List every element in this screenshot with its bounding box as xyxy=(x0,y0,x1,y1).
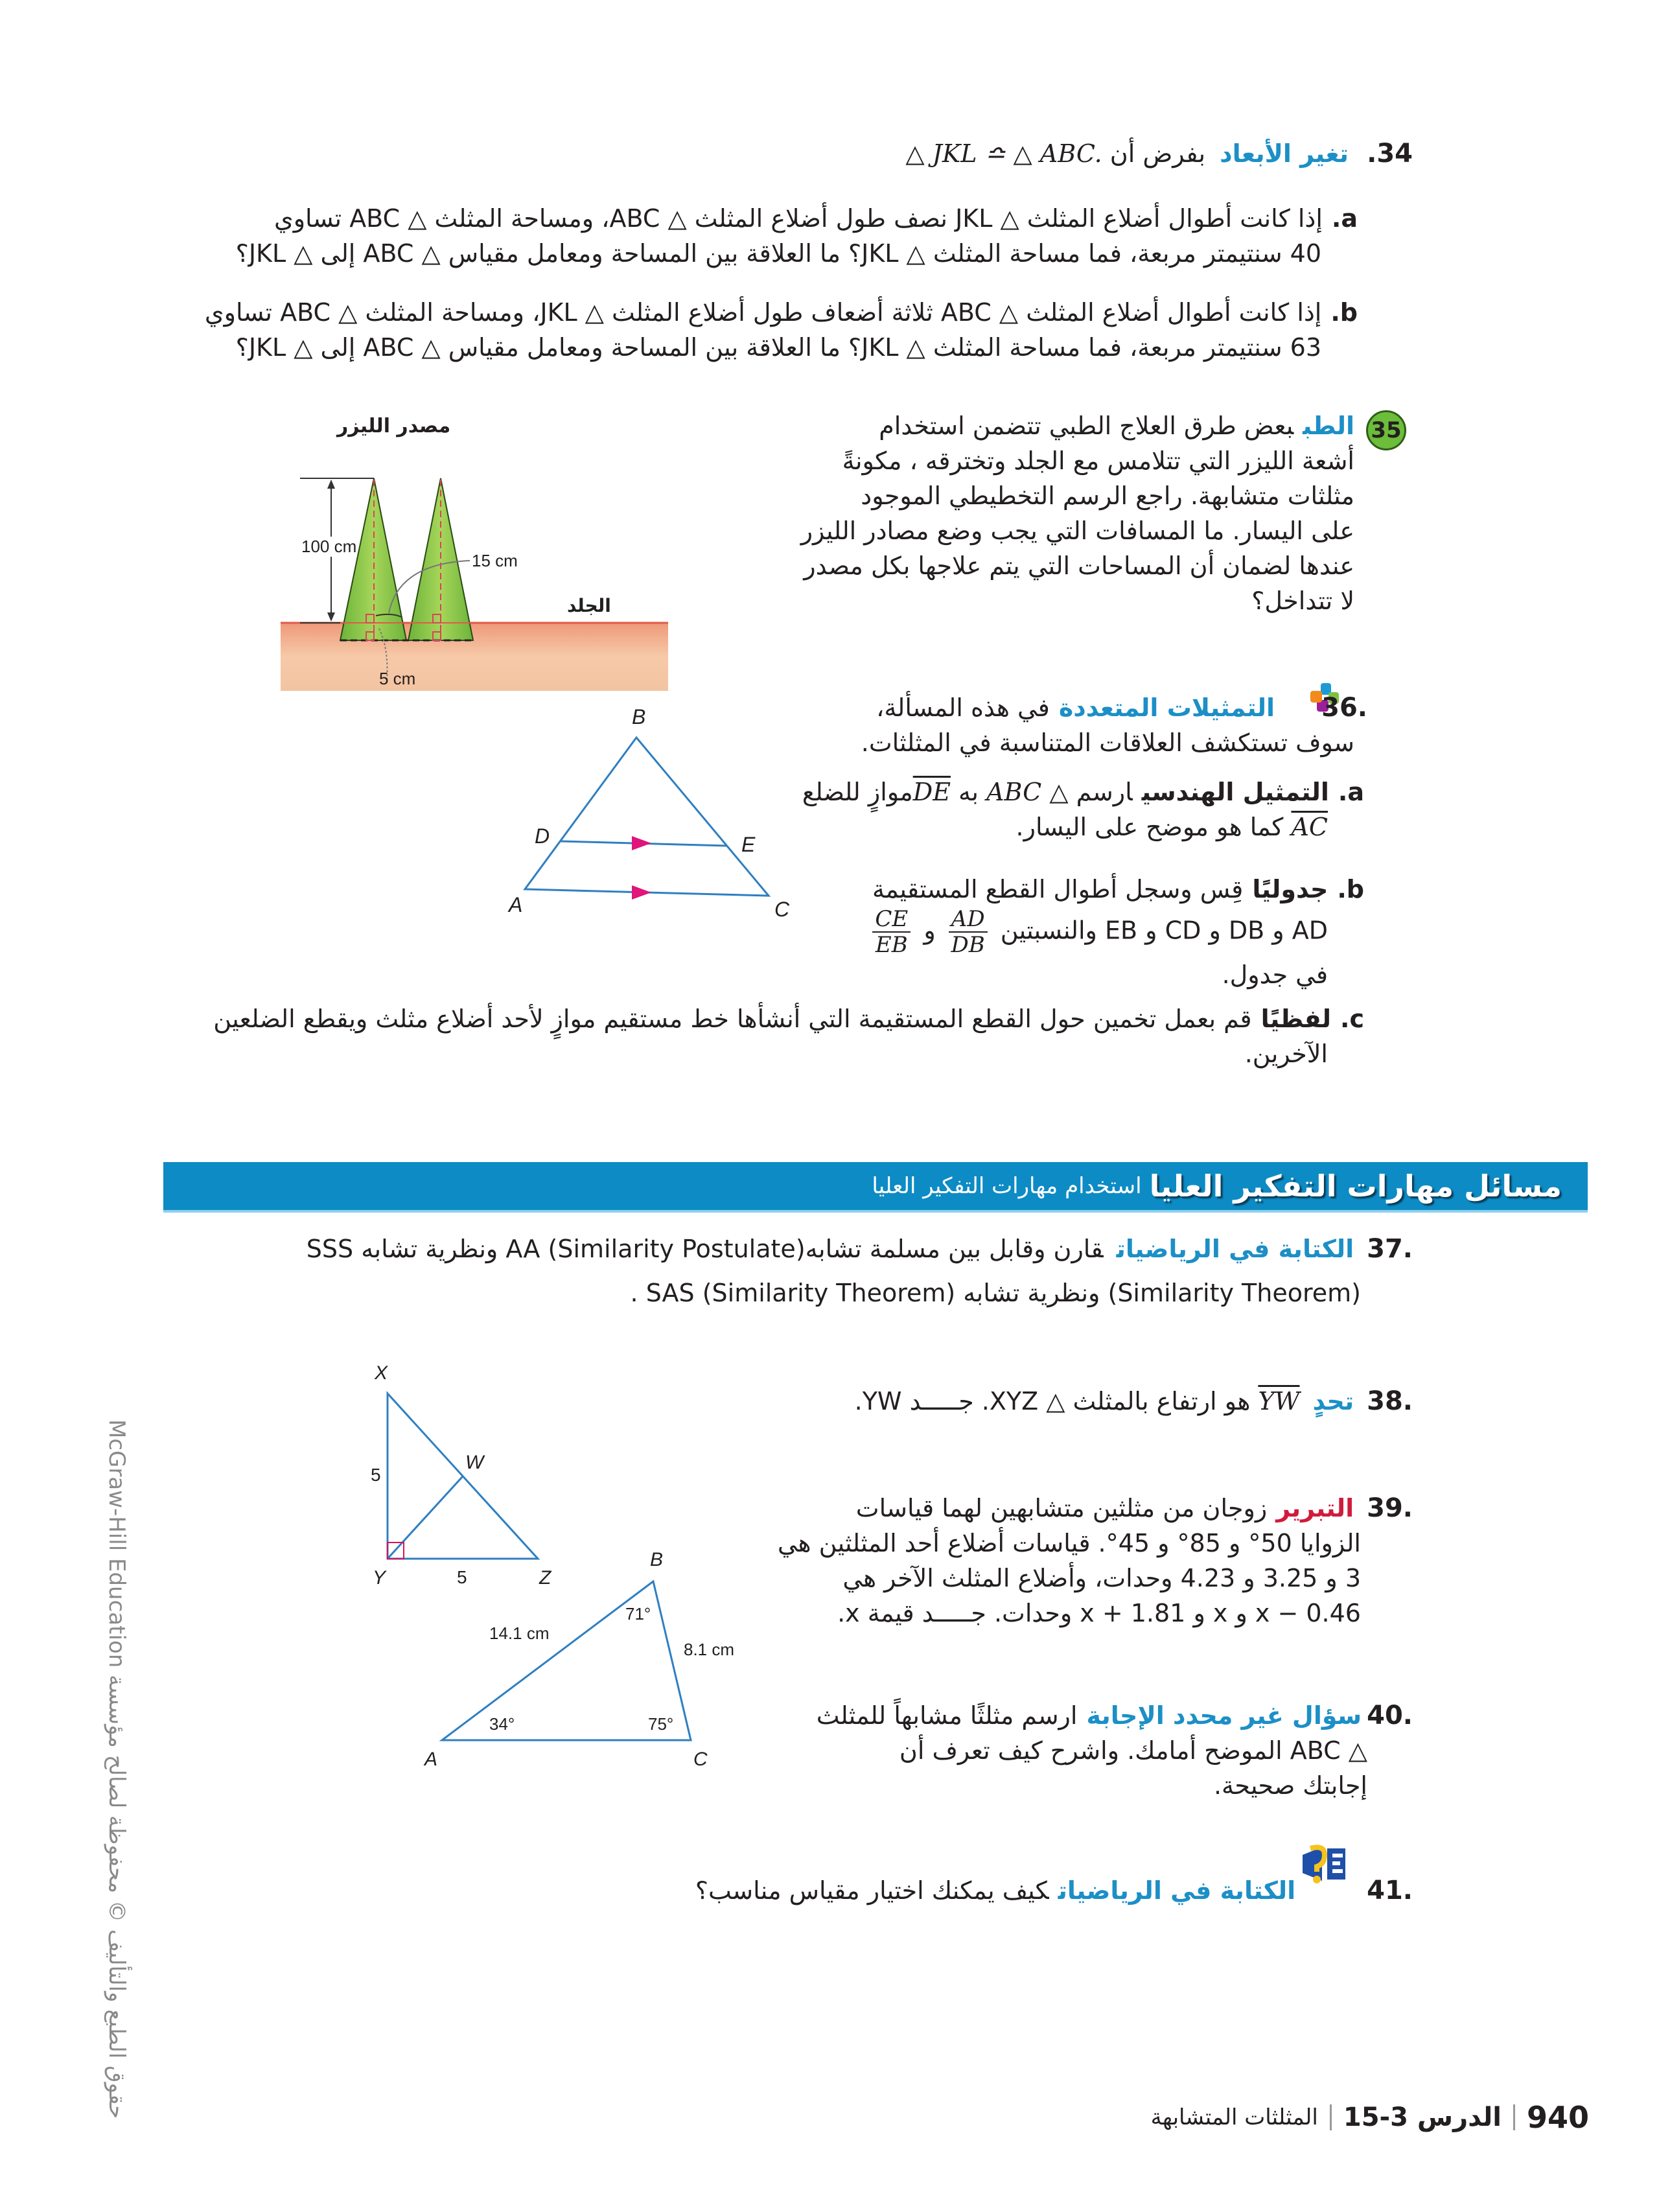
p35-line: أشعة الليزر التي تتلامس مع الجلد وتخترقه ، مكونةً xyxy=(842,447,1354,475)
text: كيف يمكنك اختيار مقياس مناسب؟ xyxy=(695,1876,1049,1905)
parallel-marker-ac xyxy=(632,885,651,900)
vertex-label: E xyxy=(741,833,756,856)
angle-label: 34° xyxy=(489,1714,515,1734)
problem-34 xyxy=(52,136,1413,171)
p35-line: لا تتداخل؟ xyxy=(1251,587,1354,615)
problem-36-part-a xyxy=(742,774,1364,844)
parallel-marker-de xyxy=(632,836,651,850)
text: △ ABC الموضح أمامك. واشرح كيف تعرف أن xyxy=(899,1736,1367,1765)
problem-number: .39 xyxy=(1367,1493,1413,1523)
problem-number: .36 xyxy=(1321,693,1367,723)
text: قم بعمل تخمين حول القطع المستقيمة التي أنشأها خط مستقيم موازٍ لأحد أضلاع مثلث ويقطع الضلعين xyxy=(213,1005,1252,1033)
part-label: b. xyxy=(1337,875,1364,903)
ratio-ad-db xyxy=(949,907,988,957)
part-b-line1: إذا كانت أطوال أضلاع المثلث △ ABC ثلاثة أضعاف طول أضلاع المثلث △ JKL، ومساحة المثلث △ ABC تساوي xyxy=(204,298,1322,327)
frac-den: DB xyxy=(951,932,985,958)
vertex-label: C xyxy=(693,1749,708,1770)
problem-34-part-b xyxy=(126,295,1358,365)
side-length-label: 8.1 cm xyxy=(684,1640,735,1659)
vertex-label: A xyxy=(424,1749,438,1770)
problem-keyword: التبرير xyxy=(1276,1494,1354,1522)
altitude-yw xyxy=(388,1476,463,1559)
problem-keyword: التمثيلات المتعددة xyxy=(1058,693,1275,722)
problem-keyword: تحدٍ xyxy=(1312,1387,1354,1415)
text: كما هو موضح على اليسار. xyxy=(1015,813,1284,841)
part-label: b. xyxy=(1330,298,1358,327)
problem-keyword: الطب xyxy=(1303,412,1354,440)
half-width-label: 5 cm xyxy=(379,669,416,688)
vertex-label: D xyxy=(535,824,550,848)
problem-keyword: سؤال غير محدد الإجابة xyxy=(1086,1701,1362,1730)
vertex-label: B xyxy=(650,1549,664,1570)
frac-den: EB xyxy=(875,932,908,958)
problem-keyword: تغير الأبعاد xyxy=(1220,139,1349,168)
problem-number: .41 xyxy=(1367,1876,1413,1905)
lesson-number: الدرس 3-15 xyxy=(1343,2102,1502,2132)
angle-label: 71° xyxy=(625,1604,651,1624)
lesson-title: المثلثات المتشابهة xyxy=(1150,2104,1318,2130)
problem-keyword: الكتابة في الرياضيات xyxy=(1058,1876,1296,1905)
laser-figure xyxy=(275,408,677,700)
text: قِس وسجل أطوال القطع المستقيمة xyxy=(872,875,1244,903)
problem-keyword: الكتابة في الرياضيات xyxy=(1116,1235,1354,1263)
hots-section-header xyxy=(163,1162,1588,1213)
text: إجابتك صحيحة. xyxy=(1213,1771,1367,1800)
vertex-label: X xyxy=(375,1362,388,1384)
parallel-triangle-figure xyxy=(493,700,817,933)
text: هو ارتفاع بالمثلث △ XYZ. جـــــد YW. xyxy=(854,1387,1251,1415)
p35-line: على اليسار. ما المسافات التي يجب وضع مصادر الليزر xyxy=(800,517,1354,545)
math-segment: YW xyxy=(1258,1387,1300,1415)
text: و xyxy=(923,916,936,945)
math-segment: AC xyxy=(1291,813,1328,841)
text: (Similarity Theorem) ونظرية تشابه SAS (Similarity Theorem) . xyxy=(630,1279,1361,1307)
p35-line: عندها لضمان أن المساحات التي يتم علاجها بكل مصدر xyxy=(804,552,1354,580)
triangle-abc xyxy=(525,738,769,896)
text: ارسم مثلثًا مشابهاً للمثلث xyxy=(816,1701,1078,1730)
problem-41 xyxy=(635,1873,1413,1908)
vertex-label: C xyxy=(774,898,790,921)
part-label: a. xyxy=(1338,778,1364,806)
laser-source-title: مصدر الليزر xyxy=(337,415,451,437)
problem-35-badge: 35 xyxy=(1366,410,1406,450)
text: قارن وقابل بين مسلمة تشابه(Similarity Postulate) AA ونظرية تشابه SSS xyxy=(306,1235,1104,1263)
part-a-line2: 40 سنتيمتر مربعة، فما مساحة المثلث △ JKL؟ ما العلاقة بين المساحة ومعامل مقياس △ ABC إلى △ JKL؟ xyxy=(235,239,1321,268)
side-length-label: 5 xyxy=(371,1465,381,1485)
vertex-label: A xyxy=(509,893,523,916)
angle-label: 75° xyxy=(648,1714,674,1734)
p35-line: مثلثات متشابهة. راجع الرسم التخطيطي الموجود xyxy=(861,482,1354,510)
problem-number: .37 xyxy=(1367,1234,1413,1264)
frac-num: AD xyxy=(949,907,988,933)
text: x − 0.46 و x و x + 1.81 وحدات. جـــــد قيمة x. xyxy=(837,1599,1361,1627)
vertex-label: W xyxy=(465,1452,484,1473)
skin-label: الجلد xyxy=(567,595,611,616)
skin-layer xyxy=(281,622,668,691)
footer-divider xyxy=(1513,2104,1515,2130)
depth-label: 15 cm xyxy=(472,551,518,570)
height-label: 100 cm xyxy=(301,537,357,556)
problem-37 xyxy=(181,1231,1413,1310)
copyright-text: حقوق الطبع والتأليف © محفوظة لصالح مؤسسة McGraw-Hill Education xyxy=(104,1419,130,2119)
p36-intro1: في هذه المسألة، xyxy=(876,693,1050,722)
text: موازٍ للضلع xyxy=(802,778,913,806)
problem-number: 34. xyxy=(1367,139,1413,169)
p35-line: بعض طرق العلاج الطبي تتضمن استخدام xyxy=(879,412,1294,440)
part-a-line1: إذا كانت أطوال أضلاع المثلث △ JKL نصف طول أضلاع المثلث △ ABC، ومساحة المثلث △ ABC تساوي xyxy=(273,204,1323,233)
problem-40 xyxy=(765,1698,1413,1803)
p36-intro2: سوف تستكشف العلاقات المتناسبة في المثلثات. xyxy=(861,728,1354,757)
footer-divider xyxy=(1330,2104,1332,2130)
part-b-line2: 63 سنتيمتر مربعة، فما مساحة المثلث △ JKL؟ ما العلاقة بين المساحة ومعامل مقياس △ ABC إلى △ JKL؟ xyxy=(235,333,1321,362)
problem-intro: بفرض أن xyxy=(1109,139,1206,168)
text: زوجان من مثلثين متشابهين لهما قياسات xyxy=(855,1494,1268,1522)
page-footer xyxy=(1151,2100,1589,2135)
text: في جدول. xyxy=(1222,960,1328,989)
text: به xyxy=(958,778,979,806)
section-subtitle: استخدام مهارات التفكير العليا xyxy=(872,1173,1142,1199)
part-label: c. xyxy=(1340,1005,1364,1033)
problem-number: .40 xyxy=(1367,1701,1413,1730)
part-keyword: لفظيًا xyxy=(1260,1005,1332,1033)
page-number: 940 xyxy=(1526,2100,1589,2135)
vertex-label: Y xyxy=(373,1567,386,1589)
part-keyword: التمثيل الهندسي xyxy=(1141,778,1329,806)
problem-34-header xyxy=(52,136,1413,171)
part-keyword: جدوليًا xyxy=(1252,875,1328,903)
vertex-label: Z xyxy=(539,1567,551,1589)
problem-35 xyxy=(706,408,1354,618)
frac-num: CE xyxy=(872,907,911,933)
text: ارسم △ xyxy=(1049,778,1133,806)
problem-36 xyxy=(719,690,1367,760)
vertex-label: B xyxy=(632,705,646,728)
part-label: a. xyxy=(1331,204,1358,233)
congruence-statement: △ JKL ≏ △ ABC. xyxy=(905,139,1102,168)
problem-number: .38 xyxy=(1367,1386,1413,1416)
problem-34-part-a xyxy=(126,201,1358,271)
problem-36-part-c xyxy=(68,1001,1364,1071)
problem-38 xyxy=(765,1384,1413,1419)
segments-list: AD و DB و CD و EB والنسبتين xyxy=(1000,916,1328,945)
triangle-figures xyxy=(324,1361,765,1770)
copyright-note xyxy=(97,1419,136,2119)
text: الآخرين. xyxy=(1244,1040,1328,1068)
math-segment: DE xyxy=(912,778,951,806)
text: 3 و 3.25 و 4.23 وحدات، وأضلاع المثلث الآخر هي xyxy=(842,1564,1361,1592)
math-triangle: ABC xyxy=(986,778,1042,806)
problem-36-part-b xyxy=(742,872,1364,992)
problem-39 xyxy=(765,1491,1413,1631)
section-title: مسائل مهارات التفكير العليا xyxy=(1149,1169,1562,1204)
side-length-label: 5 xyxy=(457,1567,467,1587)
side-length-label: 14.1 cm xyxy=(489,1624,550,1643)
text: الزوايا 50° و 85° و 45°. قياسات أضلاع أحد المثلثين هي xyxy=(777,1529,1361,1557)
ratio-ce-eb xyxy=(872,907,911,957)
